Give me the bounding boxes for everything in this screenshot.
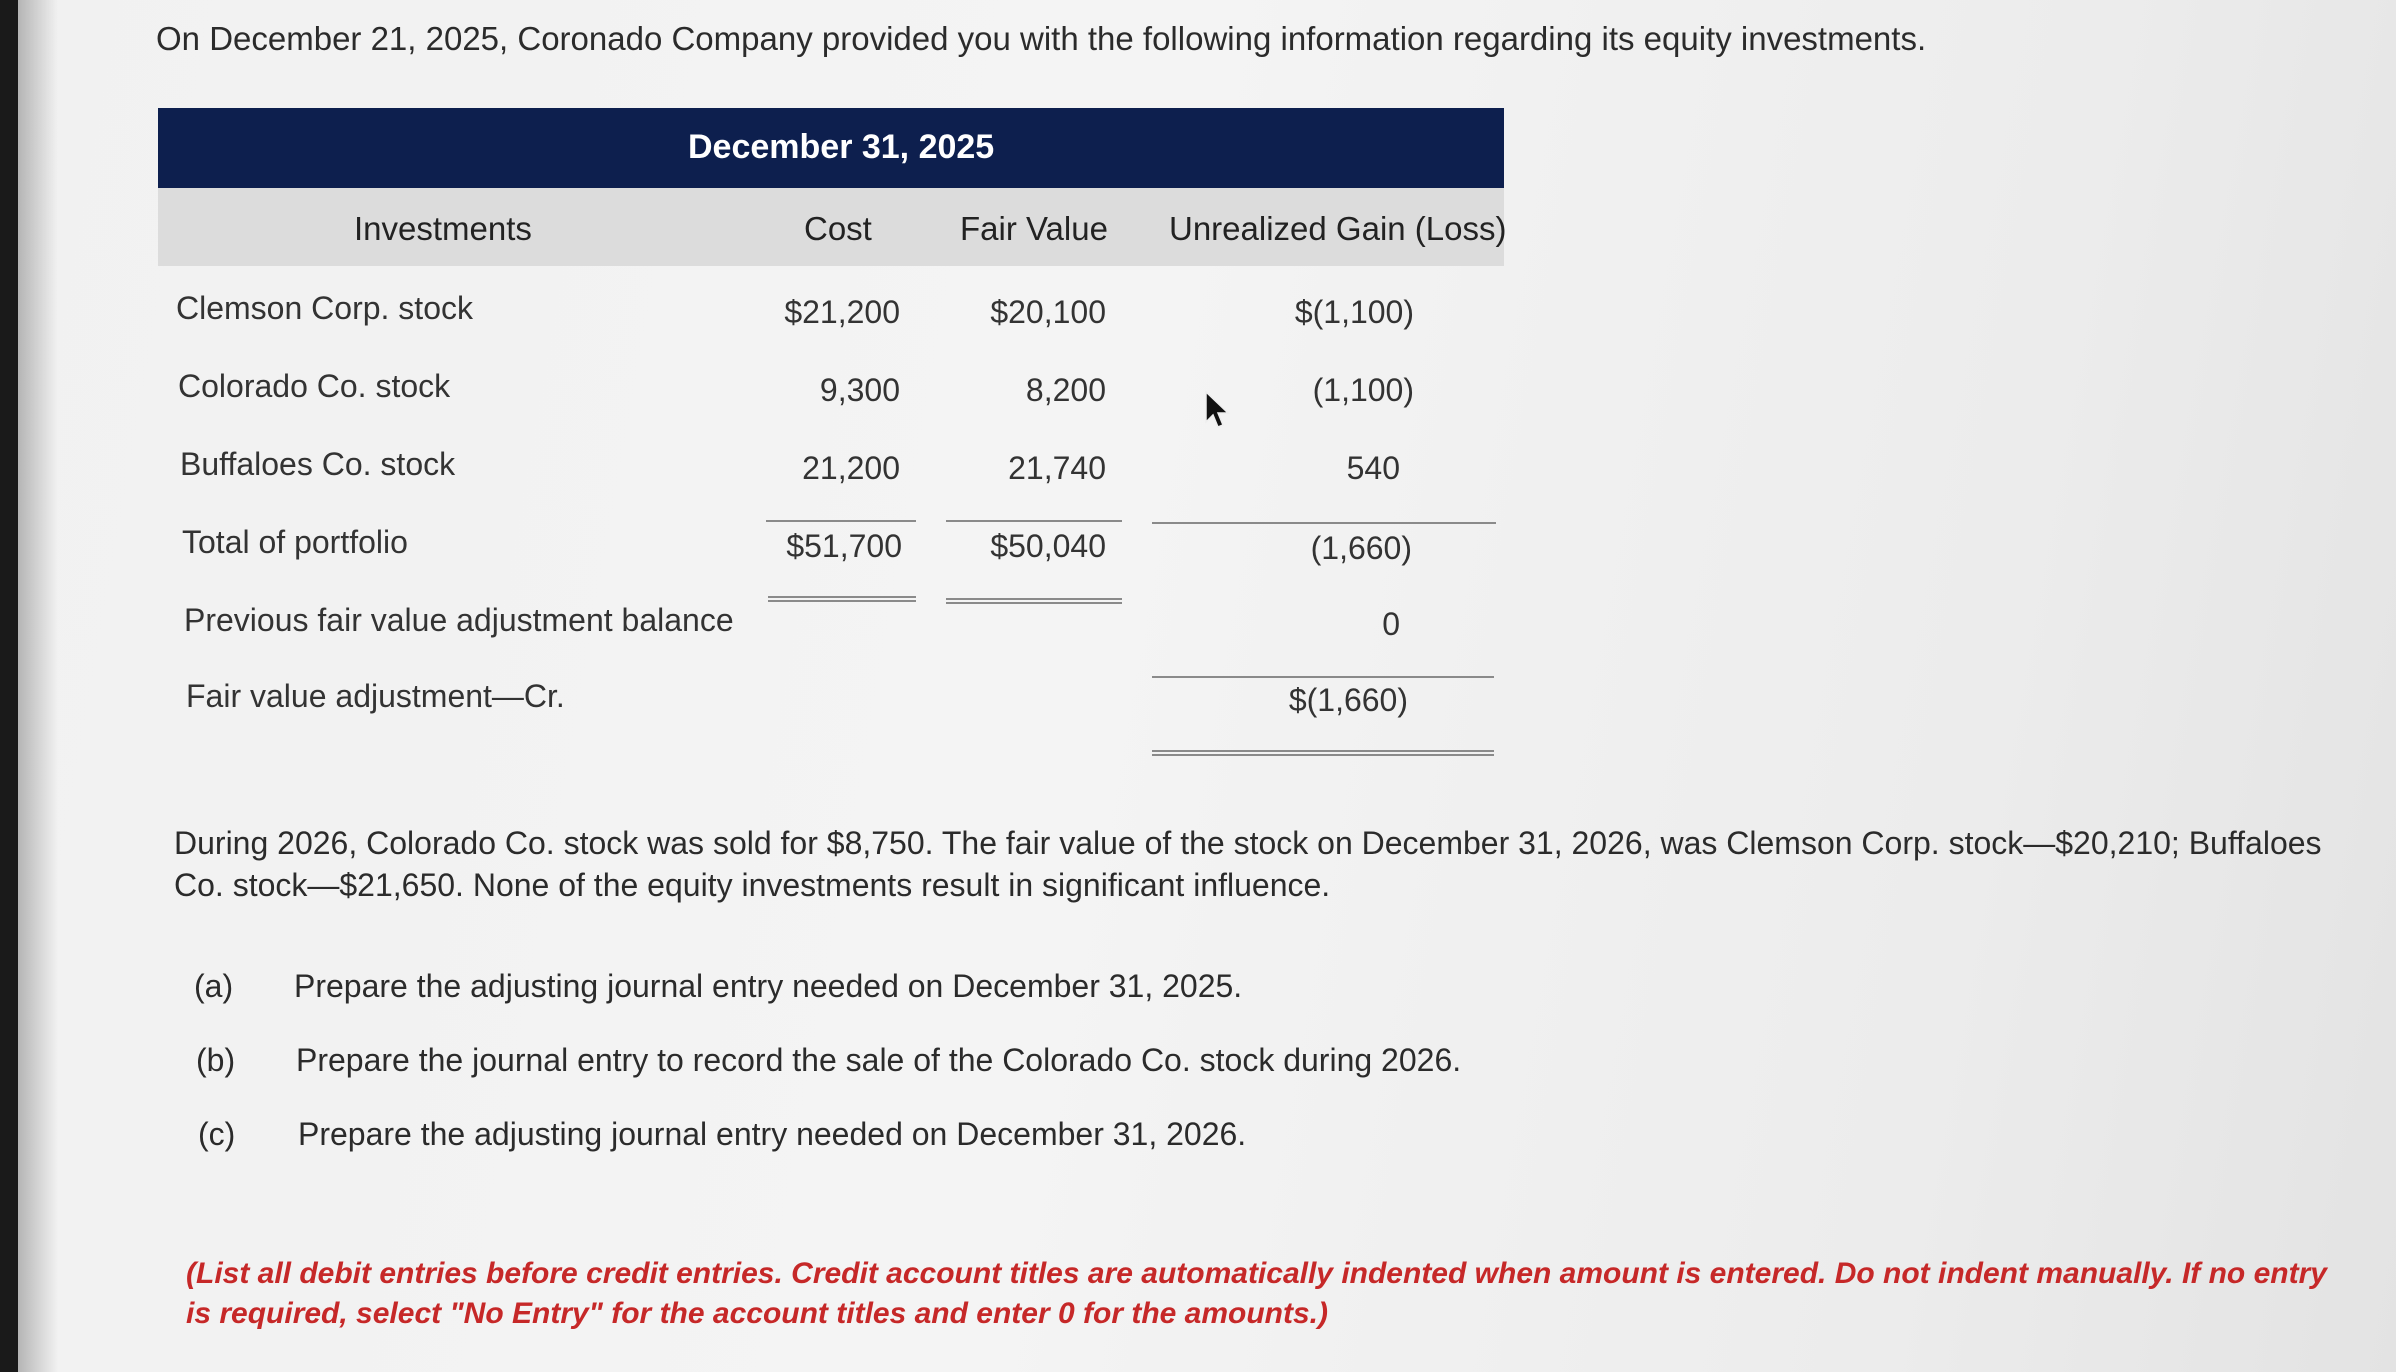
part-text: Prepare the journal entry to record the sale of the Colorado Co. stock during 2026.	[296, 1042, 1462, 1078]
fair-value-total-double-rule	[946, 598, 1122, 604]
row-unrealized: 0	[1382, 606, 1400, 642]
row-unrealized: (1,660)	[1310, 530, 1412, 566]
screen-edge-shadow	[18, 0, 58, 1372]
problem-paragraph: During 2026, Colorado Co. stock was sold for $8,750. The fair value of the stock on December 31, 2026, was Clemson Corp. stock—$20,210; Buffaloes Co. stock—$21,650. None of the equity investments result in significant influence.	[174, 825, 2322, 903]
row-unrealized: $(1,660)	[1288, 682, 1408, 718]
cost-subtotal-rule	[766, 520, 916, 522]
row-cost: 21,200	[802, 450, 900, 486]
adjustment-double-rule	[1152, 750, 1494, 756]
investments-table	[158, 108, 1507, 826]
row-fair-value: 21,740	[1008, 450, 1106, 486]
table-header-title: December 31, 2025	[688, 128, 995, 166]
part-letter: (b)	[196, 1042, 236, 1078]
row-unrealized: $(1,100)	[1294, 294, 1414, 330]
fair-value-subtotal-rule	[946, 520, 1122, 522]
table-header	[158, 108, 1504, 188]
row-name: Clemson Corp. stock	[176, 290, 473, 326]
instruction-note: (List all debit entries before credit entries. Credit account titles are automatically indented when amount is entered. Do not indent manually. If no entry is required, select "No Entry" for the account titles and enter 0 for the amounts.)	[186, 1257, 2327, 1330]
row-fair-value: $50,040	[990, 528, 1106, 564]
row-name: Total of portfolio	[182, 524, 408, 560]
row-name: Buffaloes Co. stock	[180, 446, 456, 482]
col-investments: Investments	[354, 210, 532, 247]
part-text: Prepare the adjusting journal entry needed on December 31, 2025.	[294, 968, 1243, 1004]
row-name: Colorado Co. stock	[178, 368, 451, 404]
column-headers	[158, 188, 1507, 266]
part-letter: (c)	[198, 1116, 236, 1152]
row-name: Fair value adjustment—Cr.	[186, 678, 565, 714]
unrealized-subtotal-rule	[1152, 522, 1496, 524]
row-fair-value: 8,200	[1025, 372, 1106, 408]
intro-text: On December 21, 2025, Coronado Company provided you with the following information regarding its equity investments.	[156, 20, 1927, 57]
row-unrealized: (1,100)	[1312, 372, 1414, 408]
row-fair-value: $20,100	[990, 294, 1106, 330]
col-cost: Cost	[804, 210, 872, 247]
row-cost: 9,300	[819, 372, 900, 408]
cost-total-double-rule	[768, 596, 916, 602]
adjustment-rule	[1152, 676, 1494, 678]
row-name: Previous fair value adjustment balance	[184, 602, 734, 638]
mouse-pointer-icon	[1204, 390, 1230, 430]
row-cost: $21,200	[784, 294, 900, 330]
part-text: Prepare the adjusting journal entry needed on December 31, 2026.	[298, 1116, 1247, 1152]
row-unrealized: 540	[1346, 450, 1400, 486]
part-letter: (a)	[194, 968, 234, 1004]
col-unrealized: Unrealized Gain (Loss)	[1169, 210, 1507, 247]
table-body	[158, 266, 1504, 826]
row-cost: $51,700	[786, 528, 902, 564]
col-fair-value: Fair Value	[960, 210, 1108, 247]
